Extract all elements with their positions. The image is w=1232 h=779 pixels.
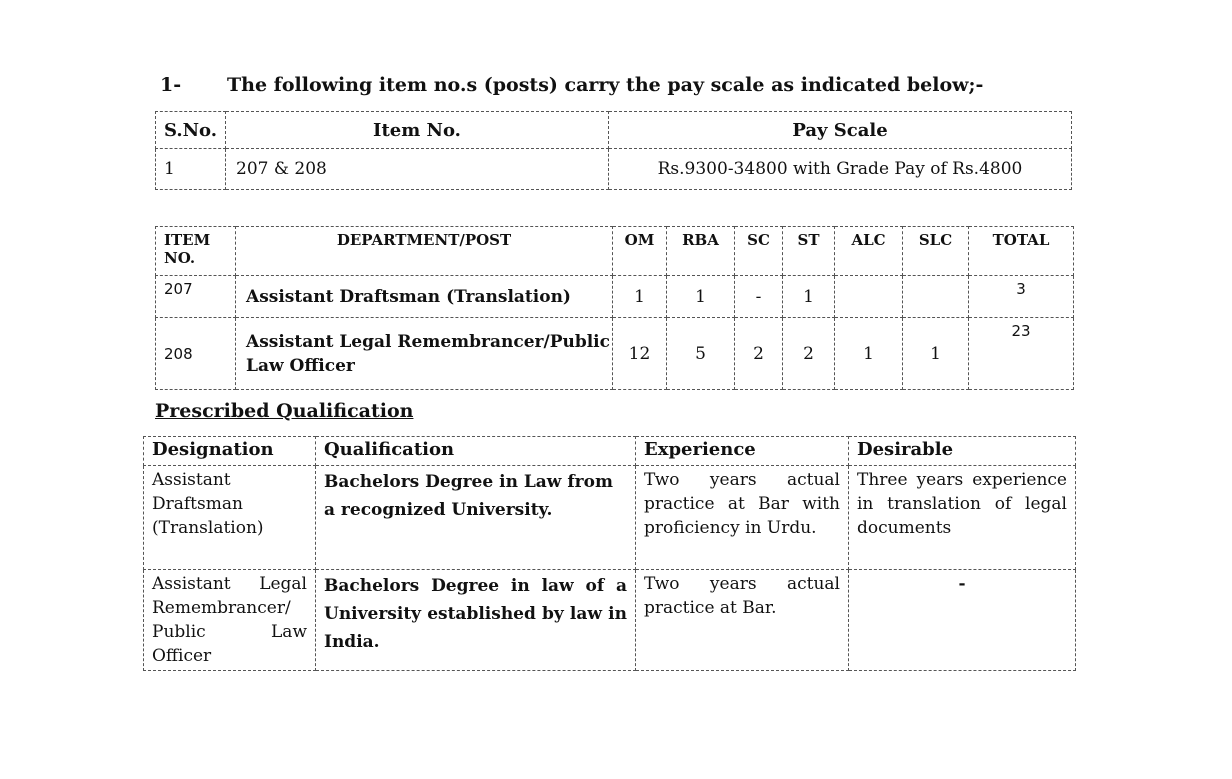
qual-cell-desirable: - — [849, 570, 1076, 671]
post-cell-item: 208 — [156, 318, 236, 390]
post-cell-rba: 1 — [667, 276, 735, 318]
qual-cell-designation: Assistant Draftsman (Translation) — [144, 466, 316, 570]
post-cell-slc — [903, 276, 969, 318]
post-header-rba: RBA — [667, 227, 735, 276]
qual-cell-designation: Assistant Legal Remembrancer/ Public Law Officer — [144, 570, 316, 671]
qual-cell-qualification: Bachelors Degree in law of a University established by law in India. — [316, 570, 636, 671]
post-cell-total: 23 — [969, 318, 1074, 390]
qual-cell-experience: Two years actual practice at Bar with proficiency in Urdu. — [636, 466, 849, 570]
pay-cell-scale: Rs.9300-34800 with Grade Pay of Rs.4800 — [609, 149, 1072, 190]
qual-header-desirable: Desirable — [849, 437, 1076, 466]
post-header-total: TOTAL — [969, 227, 1074, 276]
post-cell-post: Assistant Legal Remembrancer/Public Law Officer — [236, 318, 613, 390]
qual-header-designation: Designation — [144, 437, 316, 466]
table-row — [144, 570, 1076, 671]
table-row — [144, 466, 1076, 570]
qualification-table — [143, 436, 1076, 671]
post-header-om: OM — [613, 227, 667, 276]
heading-text: The following item no.s (posts) carry the pay scale as indicated below;- — [227, 74, 984, 96]
post-header-st: ST — [783, 227, 835, 276]
qual-cell-experience: Two years actual practice at Bar. — [636, 570, 849, 671]
qual-table-header-row — [144, 437, 1076, 466]
pay-scale-table — [155, 111, 1072, 190]
post-cell-alc: 1 — [835, 318, 903, 390]
pay-cell-sno: 1 — [156, 149, 226, 190]
qual-cell-qualification: Bachelors Degree in Law from a recognized University. — [316, 466, 636, 570]
post-header-sc: SC — [735, 227, 783, 276]
pay-header-sno: S.No. — [156, 112, 226, 149]
post-cell-post: Assistant Draftsman (Translation) — [236, 276, 613, 318]
post-cell-alc — [835, 276, 903, 318]
table-row — [156, 276, 1074, 318]
post-cell-total: 3 — [969, 276, 1074, 318]
posts-table — [155, 226, 1074, 390]
qual-cell-desirable: Three years experience in translation of legal documents — [849, 466, 1076, 570]
post-cell-st: 2 — [783, 318, 835, 390]
post-header-post: DEPARTMENT/POST — [236, 227, 613, 276]
table-row — [156, 149, 1072, 190]
post-header-slc: SLC — [903, 227, 969, 276]
post-cell-item: 207 — [156, 276, 236, 318]
heading-number: 1- — [160, 74, 182, 96]
post-header-item: ITEM NO. — [156, 227, 236, 276]
post-table-header-row — [156, 227, 1074, 276]
post-cell-sc: - — [735, 276, 783, 318]
post-cell-slc: 1 — [903, 318, 969, 390]
post-header-alc: ALC — [835, 227, 903, 276]
post-cell-om: 12 — [613, 318, 667, 390]
qualification-title: Prescribed Qualification — [155, 400, 414, 422]
pay-header-item: Item No. — [226, 112, 609, 149]
post-cell-rba: 5 — [667, 318, 735, 390]
post-cell-st: 1 — [783, 276, 835, 318]
post-cell-sc: 2 — [735, 318, 783, 390]
pay-header-scale: Pay Scale — [609, 112, 1072, 149]
qual-header-qualification: Qualification — [316, 437, 636, 466]
qual-header-experience: Experience — [636, 437, 849, 466]
post-cell-om: 1 — [613, 276, 667, 318]
pay-cell-item: 207 & 208 — [226, 149, 609, 190]
table-row — [156, 318, 1074, 390]
pay-table-header-row — [156, 112, 1072, 149]
